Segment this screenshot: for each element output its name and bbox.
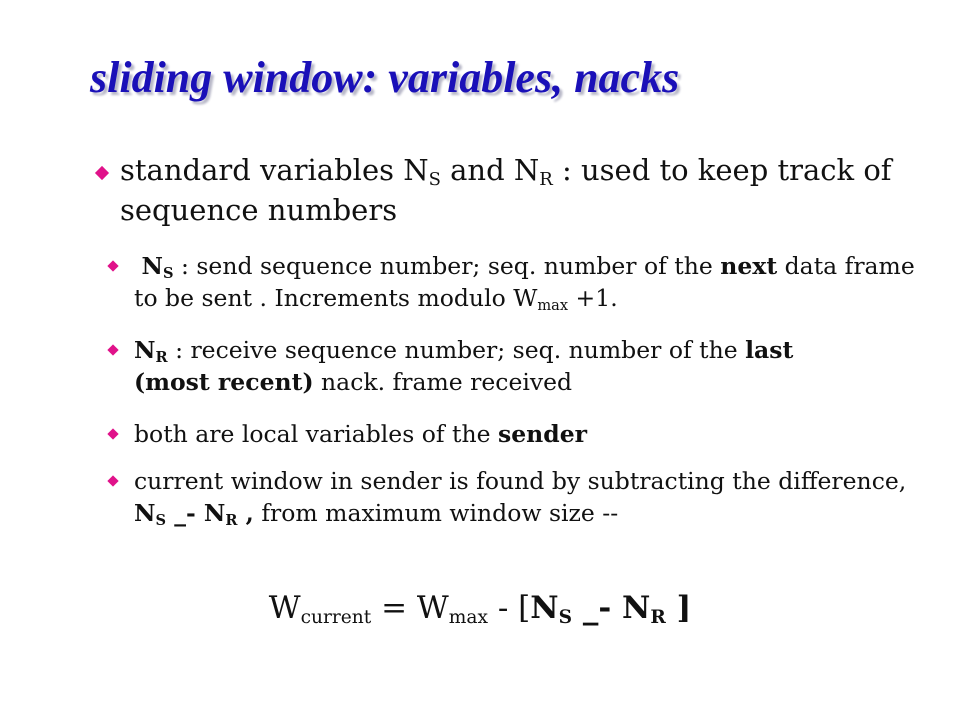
subscript: R	[650, 607, 666, 629]
bullet-ns-definition	[134, 250, 924, 314]
bold-text: _-	[572, 590, 622, 626]
bold-text: (most recent)	[134, 368, 314, 396]
bold-text: _-	[166, 499, 204, 527]
bold-text: last	[745, 336, 794, 364]
bold-text: next	[720, 252, 778, 280]
bold-text: N	[134, 499, 156, 527]
bold-text: ,	[237, 499, 254, 527]
text: W	[268, 590, 301, 626]
text: : receive sequence number; seq. number of the	[167, 336, 746, 364]
subscript: R	[155, 349, 168, 367]
subscript: S	[558, 607, 573, 629]
subscript: max	[448, 607, 488, 629]
bullet-diamond-icon	[107, 428, 118, 439]
text: data frame to be sent . Increments modulo W	[134, 252, 915, 312]
bullet-standard-variables	[90, 150, 910, 230]
text: and N	[440, 153, 540, 187]
subscript: S	[155, 512, 167, 530]
text: standard variables N	[120, 153, 429, 187]
subscript: S	[162, 265, 174, 283]
subscript: max	[537, 297, 569, 315]
bullet-diamond-icon	[107, 260, 118, 271]
slide-title: sliding window: variables, nacks	[90, 53, 680, 102]
text: +1.	[568, 284, 618, 312]
subscript: S	[428, 169, 441, 191]
bullet-local-variables	[134, 418, 924, 450]
text: = W	[371, 590, 449, 626]
text: : send sequence number; seq. number of the	[173, 252, 721, 280]
text: : used to keep track of sequence numbers	[120, 153, 892, 227]
bold-text: N	[622, 590, 651, 626]
bullet-nr-definition	[134, 334, 924, 398]
subscript: current	[300, 607, 372, 629]
text: current window in sender is found by subtracting the difference,	[134, 467, 907, 495]
bullet-diamond-icon	[107, 475, 118, 486]
text: from maximum window size --	[253, 499, 619, 527]
bold-text: sender	[498, 420, 588, 448]
subscript: R	[225, 512, 238, 530]
window-formula	[0, 590, 960, 629]
bold-text: N	[203, 499, 226, 527]
bold-text: N	[530, 590, 559, 626]
text: both are local variables of the	[134, 420, 498, 448]
bullet-current-window	[134, 465, 924, 529]
bullet-diamond-icon	[107, 344, 118, 355]
text: nack. frame received	[313, 368, 573, 396]
bold-text: N	[141, 252, 163, 280]
subscript: R	[539, 169, 553, 191]
bold-text: ]	[665, 590, 692, 626]
text: - [	[487, 590, 531, 626]
bold-text: N	[134, 336, 156, 364]
